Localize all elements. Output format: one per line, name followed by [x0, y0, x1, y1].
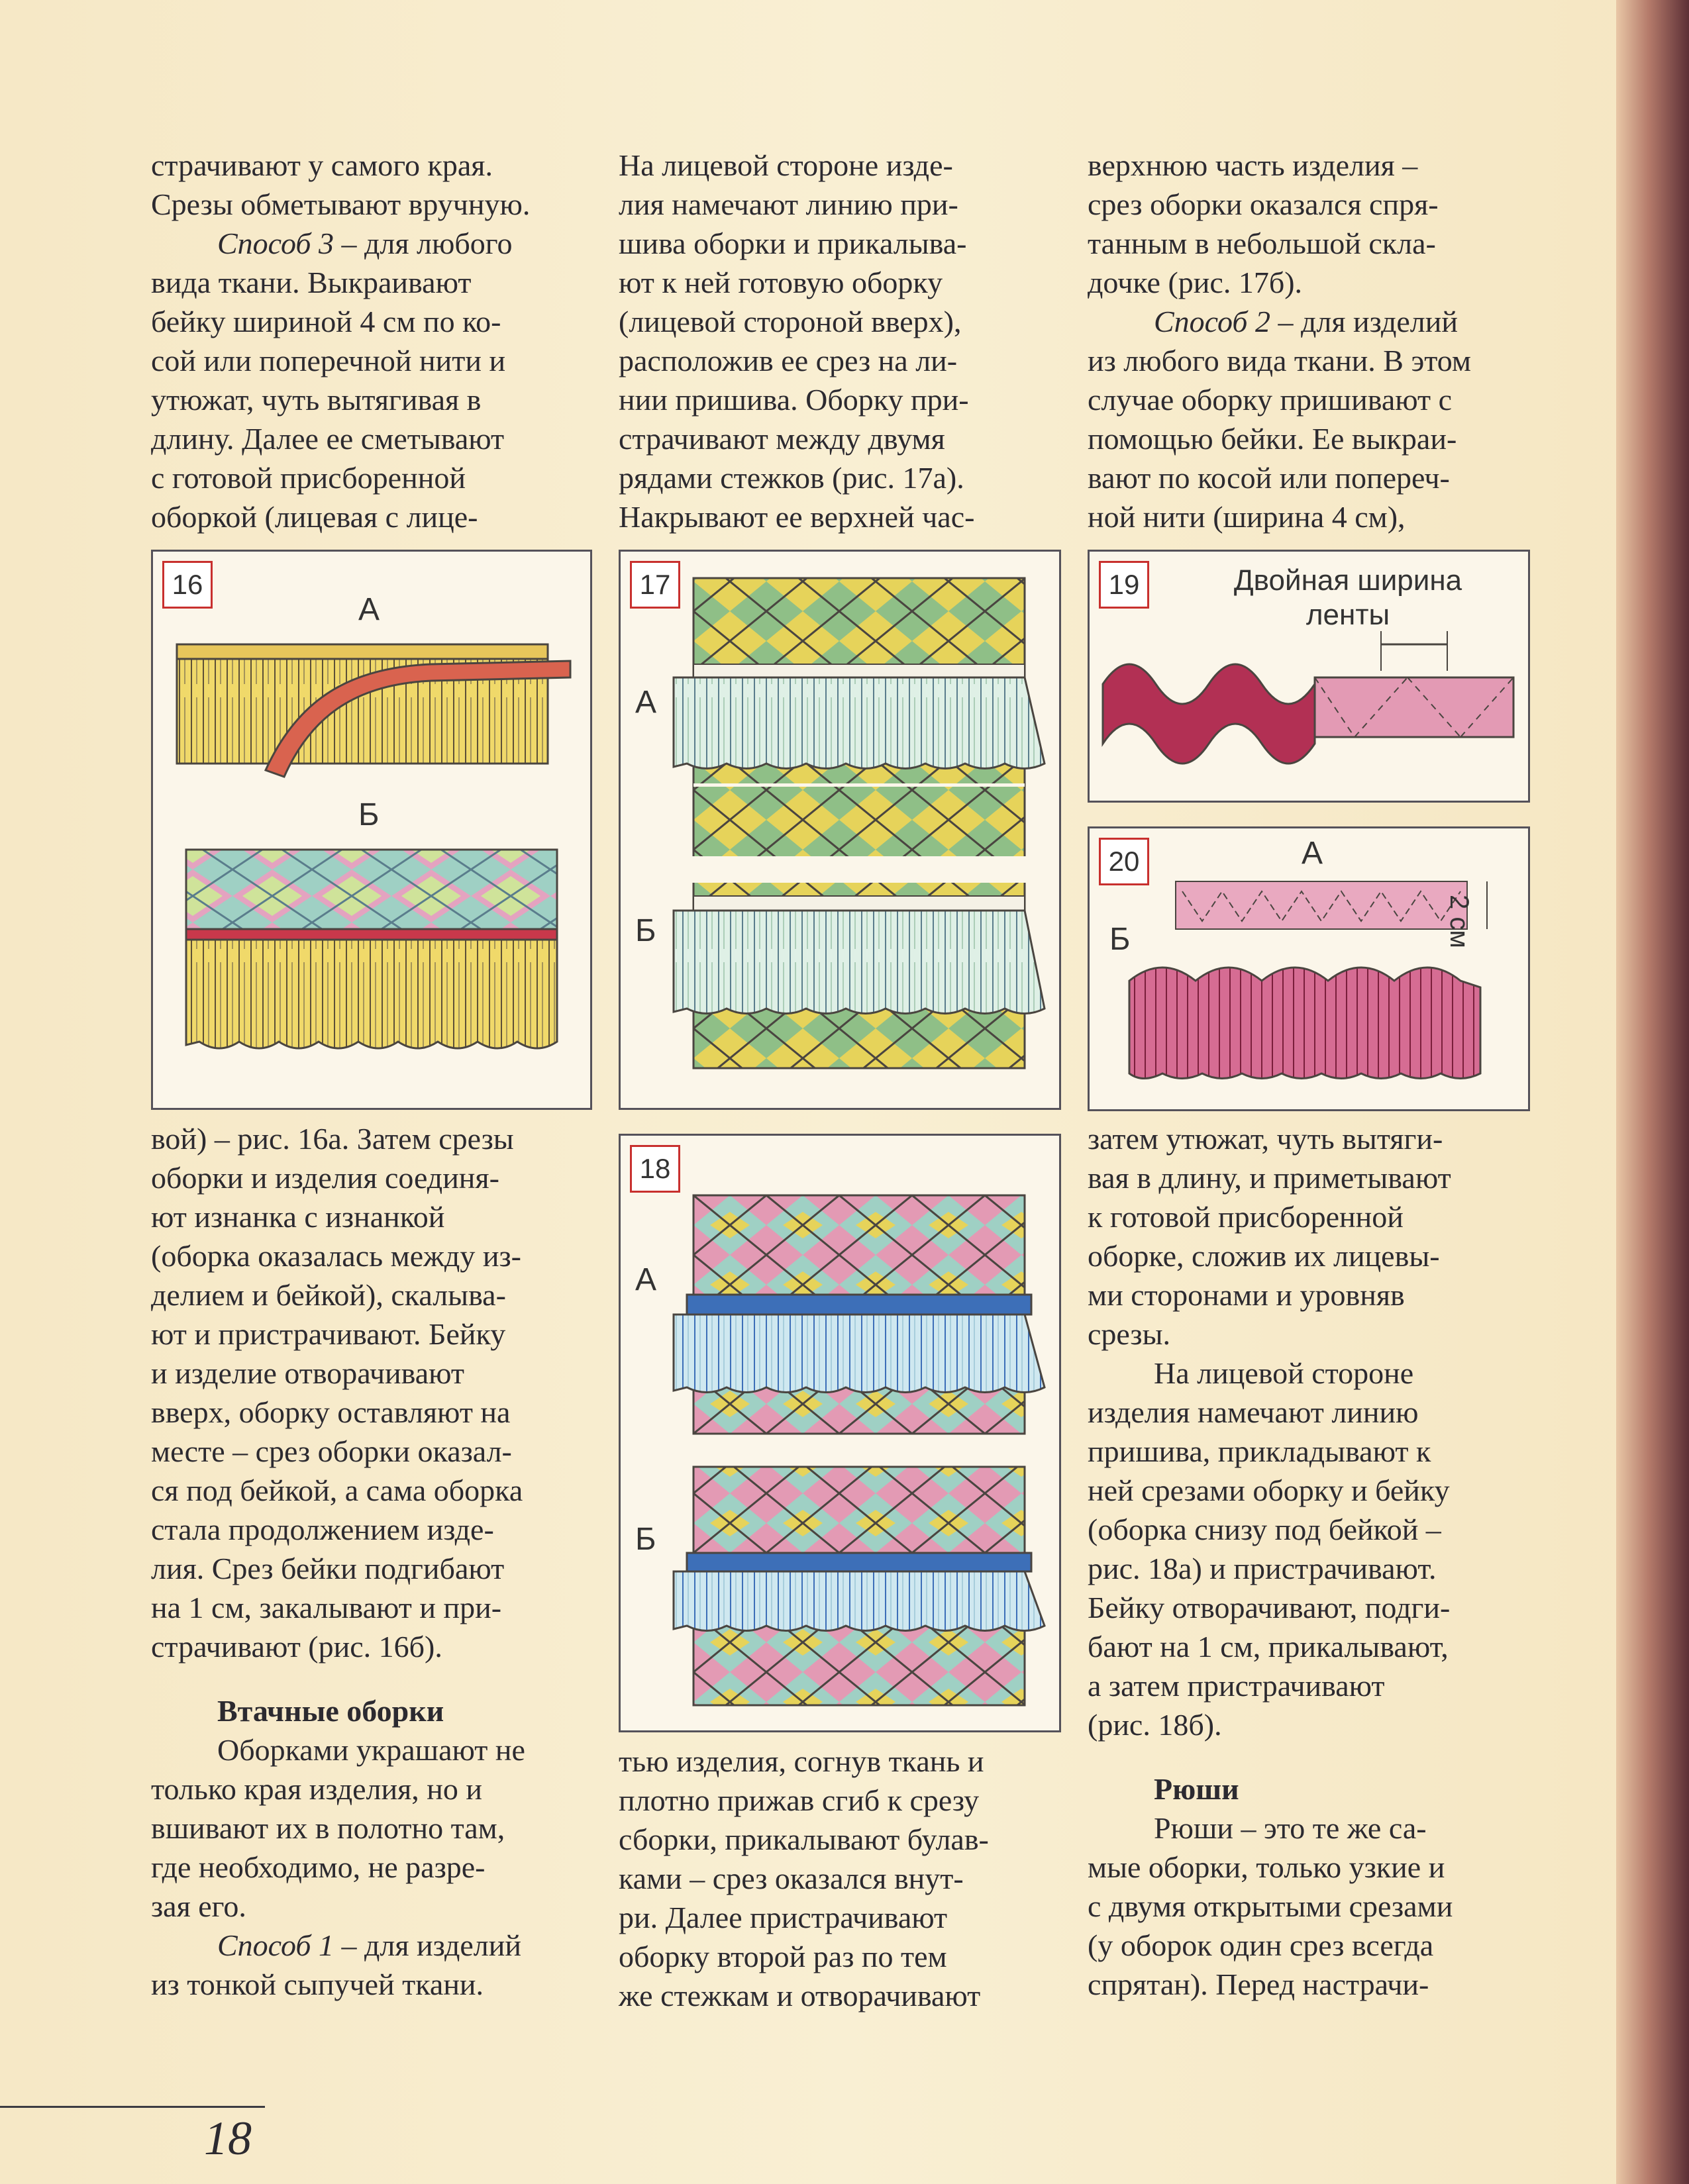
- line-text: страчивают (рис. 16б).: [151, 1630, 442, 1663]
- line-text: оборки и изделия соединя-: [151, 1161, 499, 1195]
- text-line: [1088, 1965, 1538, 2004]
- text-line: [619, 302, 1056, 341]
- line-text: страчивают у самого края.: [151, 148, 493, 182]
- line-text: (у оборок один срез всегда: [1088, 1928, 1434, 1962]
- line-text: ней срезами оборку и бейку: [1088, 1473, 1450, 1507]
- text-line: [1088, 1275, 1538, 1315]
- line-text: нии пришива. Оборку при-: [619, 383, 969, 417]
- line-text: (оборка снизу под бейкой –: [1088, 1513, 1441, 1546]
- line-text: дочке (рис. 17б).: [1088, 266, 1303, 299]
- figure-number: 19: [1099, 561, 1149, 609]
- text-line: [151, 1627, 588, 1666]
- line-text: вшивают их в полотно там,: [151, 1811, 505, 1845]
- line-text: – для изделий: [333, 1928, 521, 1962]
- text-line: [1088, 1393, 1538, 1432]
- line-text: случае оборку пришивают с: [1088, 383, 1453, 417]
- column-left-bottom: [151, 1119, 588, 2004]
- line-text: срезы.: [1088, 1317, 1170, 1351]
- line-text: бают на 1 см, прикалывают,: [1088, 1630, 1449, 1663]
- text-line: [619, 1937, 1069, 1976]
- line-text: (лицевой стороной вверх),: [619, 305, 962, 338]
- line-text: плотно прижав сгиб к срезу: [619, 1783, 980, 1817]
- line-text: с готовой присборенной: [151, 461, 466, 495]
- line-text: вой) – рис. 16а. Затем срезы: [151, 1122, 514, 1156]
- line-text: Оборками украшают не: [217, 1733, 525, 1767]
- text-line: [151, 497, 588, 536]
- line-text: стала продолжением изде-: [151, 1513, 494, 1546]
- line-text: длину. Далее ее сметывают: [151, 422, 505, 456]
- text-line: [151, 1769, 588, 1809]
- text-line: [151, 1809, 588, 1848]
- text-line: [1088, 185, 1538, 224]
- text-line: [151, 185, 588, 224]
- figure-16: [151, 550, 592, 1110]
- line-text: ют изнанка с изнанкой: [151, 1200, 445, 1234]
- column-middle-top: [619, 146, 1056, 536]
- text-line: [1088, 1119, 1538, 1158]
- line-text: ками – срез оказался внут-: [619, 1861, 964, 1895]
- figure-18-illustration: [621, 1136, 1059, 1730]
- line-text: месте – срез оборки оказал-: [151, 1434, 512, 1468]
- text-line: [1088, 302, 1538, 341]
- line-text: ют и пристрачивают. Бейку: [151, 1317, 506, 1351]
- text-line: [619, 185, 1056, 224]
- text-line: [1088, 1510, 1538, 1549]
- text-line: [619, 419, 1056, 458]
- text-line: [151, 1432, 588, 1471]
- line-text: вверх, оборку оставляют на: [151, 1395, 511, 1429]
- figure-number: 18: [630, 1145, 680, 1193]
- line-text: (рис. 18б).: [1088, 1708, 1222, 1742]
- text-line: [151, 1393, 588, 1432]
- text-line: [619, 146, 1056, 185]
- book-spine-shadow: [1616, 0, 1689, 2184]
- line-text: помощью бейки. Ее выкраи-: [1088, 422, 1457, 456]
- text-line: [151, 1887, 588, 1926]
- line-text: (оборка оказалась между из-: [151, 1239, 521, 1273]
- text-line: [1088, 1197, 1538, 1236]
- line-text: затем утюжат, чуть вытяги-: [1088, 1122, 1443, 1156]
- line-text: срез оборки оказался спря-: [1088, 187, 1439, 221]
- text-line: [151, 224, 588, 263]
- figure-number: 17: [630, 561, 680, 609]
- text-line: [619, 341, 1056, 380]
- line-text: же стежкам и отворачивают: [619, 1979, 981, 2012]
- line-text: оборку второй раз по тем: [619, 1940, 947, 1973]
- figure-label-a: А: [1302, 836, 1323, 871]
- line-text: пришива, прикладывают к: [1088, 1434, 1431, 1468]
- text-line: [151, 458, 588, 497]
- text-line: [1088, 146, 1538, 185]
- column-middle-bottom: [619, 1742, 1069, 2015]
- line-text: оборкой (лицевая с лице-: [151, 500, 478, 534]
- line-text: только края изделия, но и: [151, 1772, 483, 1806]
- text-line: [1088, 380, 1538, 419]
- line-text: Срезы обметывают вручную.: [151, 187, 531, 221]
- text-line: [619, 497, 1056, 536]
- line-text: ют к ней готовую оборку: [619, 266, 943, 299]
- text-line: [151, 1965, 588, 2004]
- text-line: [151, 1119, 588, 1158]
- text-line: [151, 302, 588, 341]
- text-line: [1088, 1848, 1538, 1887]
- text-line: [1088, 1887, 1538, 1926]
- dimension-label: 2 см: [1445, 895, 1474, 948]
- line-text: сборки, прикалывают булав-: [619, 1822, 989, 1856]
- text-line: [1088, 263, 1538, 302]
- text-line: [1088, 1627, 1538, 1666]
- text-line: [151, 1197, 588, 1236]
- text-line: [619, 1781, 1069, 1820]
- caption-line-1: Двойная ширина: [1233, 564, 1462, 597]
- text-line: [1088, 1236, 1538, 1275]
- line-text: Рюши – это те же са-: [1154, 1811, 1427, 1845]
- text-line: [151, 341, 588, 380]
- text-line: [619, 1742, 1069, 1781]
- line-text: На лицевой стороне: [1154, 1356, 1414, 1390]
- text-line: [1088, 1471, 1538, 1510]
- text-line: [1088, 1666, 1538, 1705]
- figure-17-illustration: [621, 552, 1059, 1108]
- text-line: [151, 1588, 588, 1627]
- figure-label-b: Б: [635, 913, 656, 948]
- figure-label-b: Б: [358, 797, 380, 832]
- line-text: вая в длину, и приметывают: [1088, 1161, 1451, 1195]
- line-text: На лицевой стороне изде-: [619, 148, 953, 182]
- line-text: ся под бейкой, а сама оборка: [151, 1473, 523, 1507]
- line-text: лия намечают линию при-: [619, 187, 958, 221]
- line-text: на 1 см, закалывают и при-: [151, 1591, 502, 1624]
- figure-caption-double-width: [1215, 564, 1480, 632]
- line-text: Накрывают ее верхней час-: [619, 500, 975, 534]
- text-line: [151, 1848, 588, 1887]
- text-line: [1088, 224, 1538, 263]
- line-text: из тонкой сыпучей ткани.: [151, 1967, 484, 2001]
- caption-line-2: ленты: [1305, 599, 1390, 631]
- method-lead: Способ 1: [217, 1928, 334, 1962]
- line-text: вида ткани. Выкраивают: [151, 266, 472, 299]
- line-text: сой или поперечной нити и: [151, 344, 506, 377]
- text-line: [1088, 1705, 1538, 1744]
- column-right-top: [1088, 146, 1538, 536]
- text-line: [619, 380, 1056, 419]
- line-text: спрятан). Перед настрачи-: [1088, 1967, 1429, 2001]
- text-line: [1088, 458, 1538, 497]
- page-number: 18: [204, 2112, 252, 2165]
- text-line: [151, 419, 588, 458]
- figure-19: [1088, 550, 1530, 803]
- line-text: к готовой присборенной: [1088, 1200, 1404, 1234]
- line-text: тью изделия, согнув ткань и: [619, 1744, 984, 1778]
- figure-18: [619, 1134, 1061, 1732]
- line-text: и изделие отворачивают: [151, 1356, 465, 1390]
- line-text: рис. 18а) и пристрачивают.: [1088, 1552, 1437, 1585]
- section-heading: Рюши: [1154, 1772, 1239, 1806]
- text-line: [151, 380, 588, 419]
- text-line: [1088, 341, 1538, 380]
- line-text: Бейку отворачивают, подги-: [1088, 1591, 1451, 1624]
- text-line: [151, 1730, 588, 1769]
- line-text: бейку шириной 4 см по ко-: [151, 305, 501, 338]
- text-line: [619, 1859, 1069, 1898]
- text-line: [619, 263, 1056, 302]
- line-text: ми сторонами и уровняв: [1088, 1278, 1405, 1312]
- line-text: – для изделий: [1270, 305, 1458, 338]
- figure-label-a: А: [358, 592, 380, 627]
- text-line: [619, 1898, 1069, 1937]
- line-text: – для любого: [333, 226, 513, 260]
- section-heading: Втачные оборки: [217, 1694, 444, 1728]
- line-text: зая его.: [151, 1889, 246, 1923]
- line-text: делием и бейкой), скалыва-: [151, 1278, 506, 1312]
- text-line: [151, 1236, 588, 1275]
- figure-20: [1088, 826, 1530, 1111]
- column-right-bottom: [1088, 1119, 1538, 2004]
- text-line: [1088, 1432, 1538, 1471]
- text-line: [1088, 1926, 1538, 1965]
- line-text: где необходимо, не разре-: [151, 1850, 486, 1884]
- text-line: [151, 1158, 588, 1197]
- text-line: [151, 1471, 588, 1510]
- text-line: [151, 1926, 588, 1965]
- text-line: [151, 1354, 588, 1393]
- text-line: [151, 146, 588, 185]
- text-line: [619, 1820, 1069, 1859]
- text-line: [1088, 419, 1538, 458]
- line-text: рядами стежков (рис. 17а).: [619, 461, 964, 495]
- figure-number: 16: [162, 561, 213, 609]
- line-text: утюжат, чуть вытягивая в: [151, 383, 482, 417]
- text-line: [1088, 1158, 1538, 1197]
- line-text: с двумя открытыми срезами: [1088, 1889, 1453, 1923]
- line-text: а затем пристрачивают: [1088, 1669, 1385, 1703]
- text-line: [151, 1549, 588, 1588]
- text-line: [1088, 1315, 1538, 1354]
- footer-rule: [0, 2106, 265, 2108]
- text-line: [1088, 1549, 1538, 1588]
- method-lead: Способ 2: [1154, 305, 1270, 338]
- text-line: [1088, 497, 1538, 536]
- text-line: [151, 1510, 588, 1549]
- figure-label-b: Б: [1109, 922, 1131, 957]
- line-text: вают по косой или попереч-: [1088, 461, 1450, 495]
- line-text: шива оборки и прикалыва-: [619, 226, 967, 260]
- text-line: [1088, 1588, 1538, 1627]
- line-text: страчивают между двумя: [619, 422, 945, 456]
- column-left-top: [151, 146, 588, 536]
- text-line: [1088, 1354, 1538, 1393]
- line-text: верхнюю часть изделия –: [1088, 148, 1418, 182]
- line-text: расположив ее срез на ли-: [619, 344, 958, 377]
- line-text: из любого вида ткани. В этом: [1088, 344, 1471, 377]
- figure-label-a: А: [635, 685, 657, 720]
- line-text: лия. Срез бейки подгибают: [151, 1552, 505, 1585]
- figure-label-a: А: [635, 1262, 657, 1297]
- line-text: танным в небольшой скла-: [1088, 226, 1436, 260]
- text-line: [619, 458, 1056, 497]
- figure-17: [619, 550, 1061, 1110]
- figure-number: 20: [1099, 838, 1149, 885]
- line-text: изделия намечают линию: [1088, 1395, 1419, 1429]
- text-line: [151, 1315, 588, 1354]
- line-text: мые оборки, только узкие и: [1088, 1850, 1445, 1884]
- text-line: [151, 1275, 588, 1315]
- line-text: ри. Далее пристрачивают: [619, 1901, 948, 1934]
- text-line: [151, 263, 588, 302]
- line-text: оборке, сложив их лицевы-: [1088, 1239, 1440, 1273]
- line-text: ной нити (ширина 4 см),: [1088, 500, 1406, 534]
- method-lead: Способ 3: [217, 226, 334, 260]
- text-line: [1088, 1809, 1538, 1848]
- text-line: [619, 1976, 1069, 2015]
- text-line: [619, 224, 1056, 263]
- figure-label-b: Б: [635, 1522, 656, 1557]
